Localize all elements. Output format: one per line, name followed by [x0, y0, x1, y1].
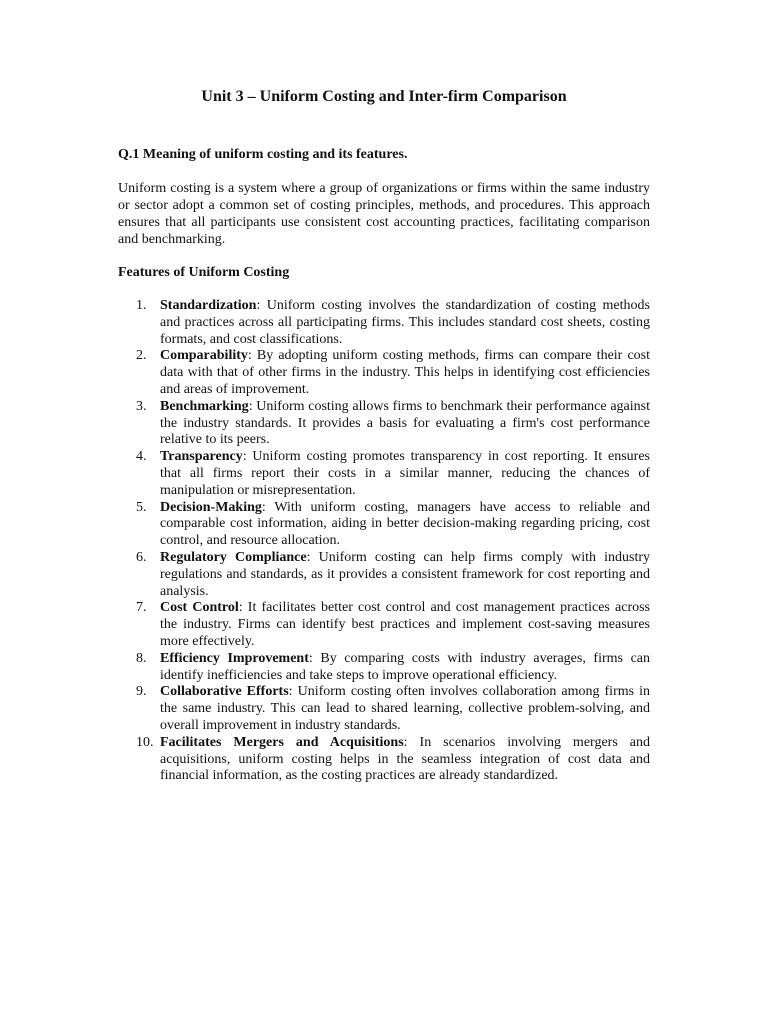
- feature-description: : Uniform costing often involves collaboration among firms in the same industry. This can lead to shared learning, collective problem-solving, and overall improvement in industry standards.: [160, 684, 650, 733]
- feature-description: : It facilitates better cost control and cost management practices across the industry. Firms can identify best practices and implement cost-saving measures more effectively.: [160, 600, 650, 649]
- feature-description: : Uniform costing can help firms comply with industry regulations and standards, as it provides a consistent framework for cost reporting and analysis.: [160, 549, 650, 599]
- feature-description: : Uniform costing allows firms to benchmark their performance against the industry standards. It provides a basis for evaluating a firm's cost performance relative to its peers.: [160, 398, 650, 448]
- feature-number: 9.: [136, 684, 147, 700]
- feature-term: Efficiency Improvement: [160, 650, 309, 666]
- feature-number: 2.: [136, 348, 147, 364]
- feature-description: : By adopting uniform costing methods, firms can compare their cost data with that of other firms in the industry. This helps in identifying cost efficiencies and areas of improvement.: [160, 348, 650, 397]
- intro-paragraph: Uniform costing is a system where a group of organizations or firms within the same industry or sector adopt a common set of costing principles, methods, and procedures. This approach ensures that all participants use consistent cost accounting practices, facilitating comparison and benchmarking.: [118, 181, 650, 247]
- feature-item: [118, 500, 650, 550]
- feature-number: 5.: [136, 499, 147, 515]
- feature-number: 3.: [136, 398, 147, 414]
- feature-term: Collaborative Efforts: [160, 684, 289, 700]
- feature-item: [118, 348, 650, 398]
- question-heading: Q.1 Meaning of uniform costing and its features.: [118, 147, 408, 162]
- feature-item: [118, 449, 650, 499]
- feature-term: Regulatory Compliance: [160, 549, 307, 565]
- feature-item: [118, 298, 650, 348]
- feature-term: Transparency: [160, 449, 243, 465]
- feature-item: [118, 399, 650, 449]
- feature-number: 8.: [136, 650, 147, 666]
- feature-term: Comparability: [160, 348, 248, 364]
- feature-number: 7.: [136, 600, 147, 616]
- feature-term: Facilitates Mergers and Acquisitions: [160, 734, 404, 750]
- document-title: Unit 3 – Uniform Costing and Inter-firm Comparison: [201, 88, 567, 105]
- feature-term: Cost Control: [160, 600, 239, 616]
- feature-term: Benchmarking: [160, 398, 249, 414]
- feature-item: [118, 684, 650, 734]
- feature-number: 1.: [136, 298, 147, 313]
- features-heading: Features of Uniform Costing: [118, 265, 290, 280]
- feature-term: Decision-Making: [160, 499, 262, 515]
- feature-item: [118, 600, 650, 650]
- feature-number: 4.: [136, 449, 147, 465]
- feature-item: [118, 651, 650, 685]
- feature-description: : With uniform costing, managers have access to reliable and comparable cost information, aiding in better decision-making regarding pricing, cost control, and resource allocation.: [160, 499, 650, 549]
- feature-description: : Uniform costing promotes transparency in cost reporting. It ensures that all firms report their costs in a similar manner, reducing the chances of manipulation or misrepresentation.: [160, 449, 650, 498]
- feature-number: 10.: [136, 734, 154, 750]
- feature-number: 6.: [136, 549, 147, 565]
- feature-term: Standardization: [160, 298, 257, 313]
- features-list: [118, 298, 650, 785]
- feature-description: : By comparing costs with industry averages, firms can identify inefficiencies and take steps to improve operational efficiency.: [160, 650, 651, 683]
- feature-item: [118, 550, 650, 600]
- feature-item: [118, 735, 650, 785]
- feature-description: : Uniform costing involves the standardization of costing methods and practices across all participating firms. This includes standard cost sheets, costing formats, and cost classifications.: [160, 298, 650, 347]
- feature-description: : In scenarios involving mergers and acquisitions, uniform costing helps in the seamless integration of cost data and financial information, as the costing practices are already standardized.: [160, 734, 650, 784]
